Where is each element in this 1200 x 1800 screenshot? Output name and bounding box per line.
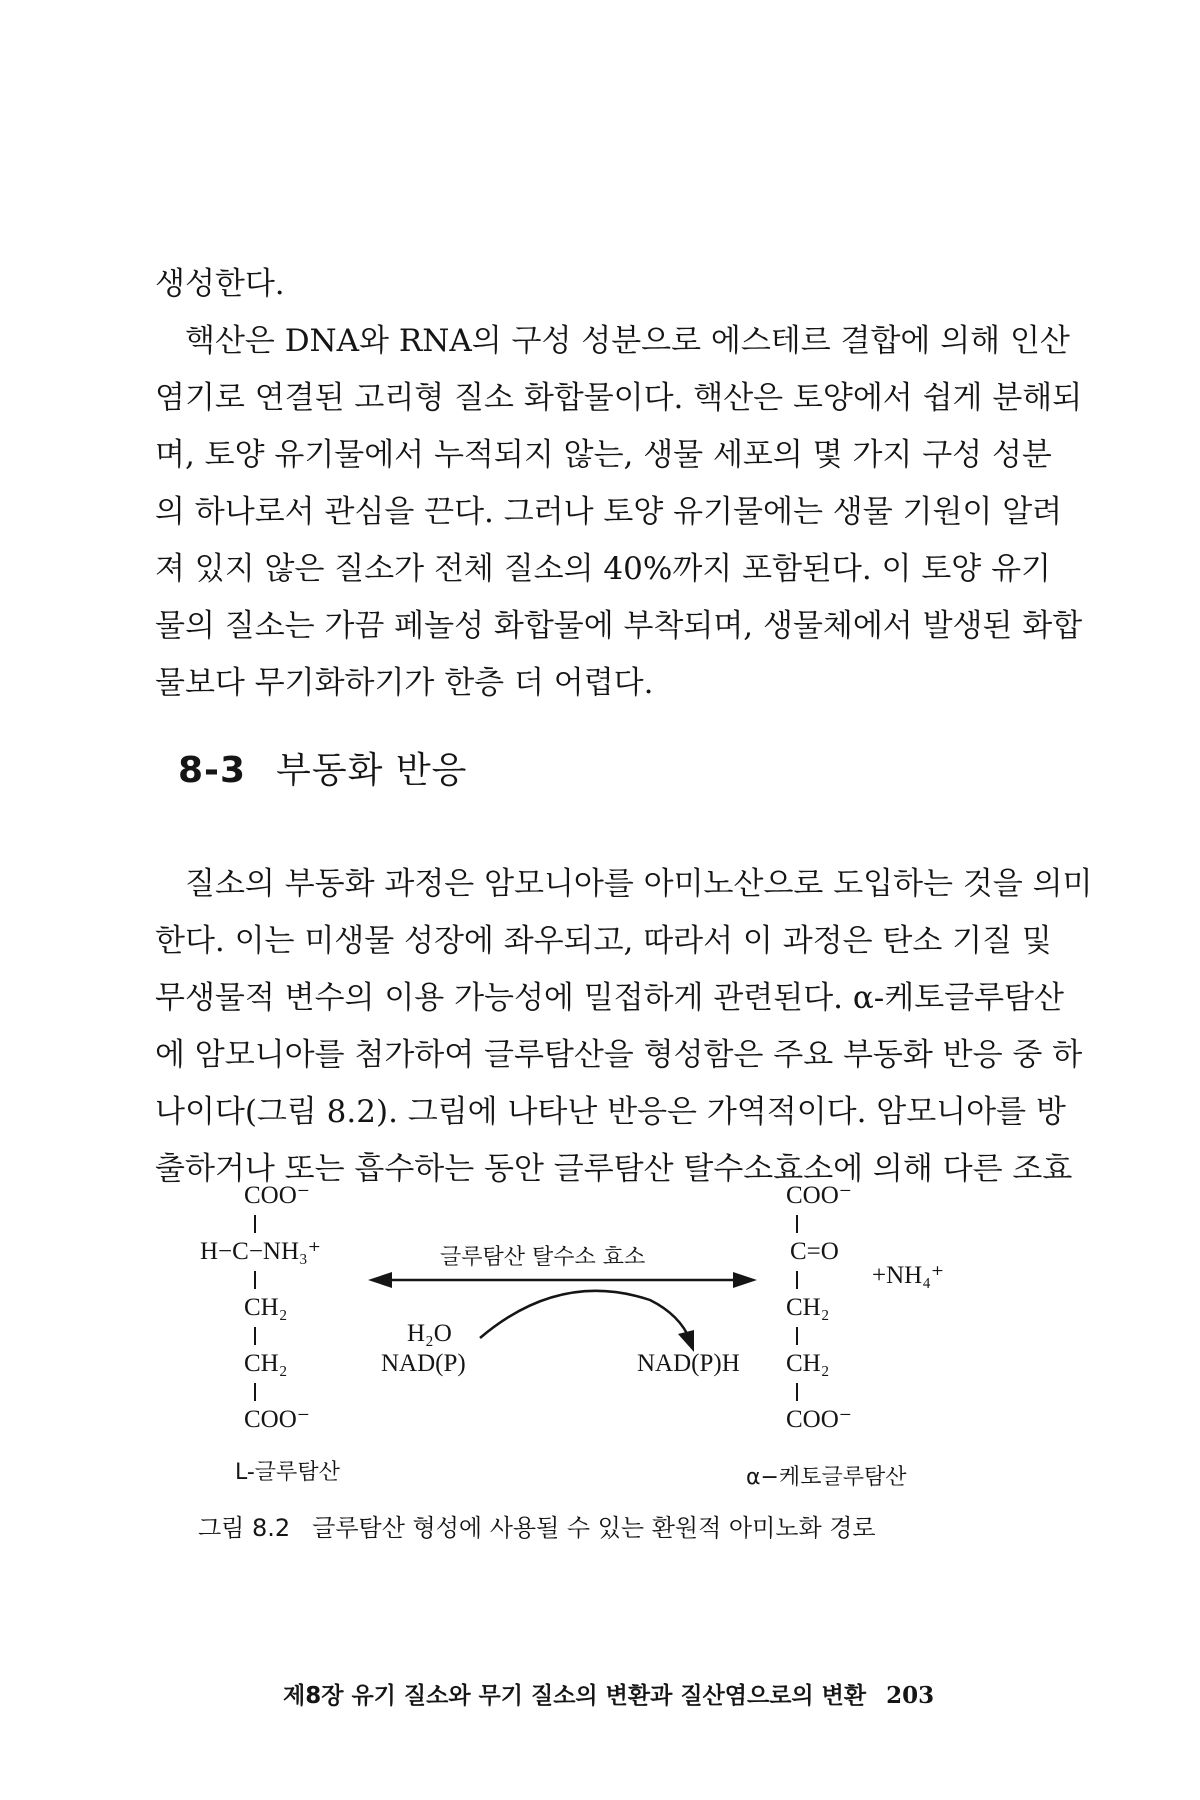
water-label: H₂O bbox=[407, 1320, 452, 1347]
right-bond bbox=[796, 1215, 798, 1233]
paragraph-line: 한다. 이는 미생물 성장에 좌우되고, 따라서 이 과정은 탄소 기질 및 bbox=[155, 923, 1052, 959]
paragraph-line: 생성한다. bbox=[155, 266, 285, 302]
enzyme-label: 글루탐산 탈수소 효소 bbox=[440, 1245, 646, 1270]
figure-caption-text: 글루탐산 형성에 사용될 수 있는 환원적 아미노화 경로 bbox=[312, 1514, 876, 1542]
figure-number: 그림 8.2 bbox=[198, 1514, 291, 1542]
paragraph-line: 출하거나 또는 흡수하는 동안 글루탐산 탈수소효소에 의해 다른 조효 bbox=[155, 1151, 1073, 1187]
arrowhead-right-icon bbox=[733, 1272, 757, 1288]
left-center-group: H−C−NH₃⁺ bbox=[200, 1238, 321, 1265]
curved-arrowhead-icon bbox=[678, 1330, 694, 1352]
paragraph-line: 물보다 무기화하기가 한층 더 어렵다. bbox=[155, 665, 654, 701]
figure-caption bbox=[198, 1508, 876, 1543]
nadp-label: NAD(P) bbox=[381, 1350, 466, 1377]
right-center-group: C=O bbox=[790, 1238, 839, 1265]
nadph-label: NAD(P)H bbox=[637, 1350, 740, 1377]
paragraph-line: 무생물적 변수의 이용 가능성에 밀접하게 관련된다. α-케토글루탐산 bbox=[155, 980, 1064, 1016]
left-ch2-a: CH₂ bbox=[244, 1294, 288, 1321]
paragraph-line: 에 암모니아를 첨가하여 글루탐산을 형성함은 주요 부동화 반응 중 하 bbox=[155, 1037, 1083, 1073]
paragraph-line: 물의 질소는 가끔 페놀성 화합물에 부착되며, 생물체에서 발생된 화합 bbox=[155, 608, 1083, 644]
paragraph-line: 나이다(그림 8.2). 그림에 나타난 반응은 가역적이다. 암모니아를 방 bbox=[155, 1094, 1066, 1130]
right-ch2-a: CH₂ bbox=[786, 1294, 830, 1321]
cofactor-curved-arrow bbox=[480, 1291, 694, 1352]
page-number: 203 bbox=[886, 1682, 935, 1709]
paragraph-line: 며, 토양 유기물에서 누적되지 않는, 생물 세포의 몇 가지 구성 성분 bbox=[155, 437, 1052, 473]
chapter-title: 제8장 유기 질소와 무기 질소의 변환과 질산염으로의 변환 bbox=[283, 1683, 867, 1709]
left-coo-bottom: COO⁻ bbox=[244, 1406, 310, 1433]
left-coo-top: COO⁻ bbox=[244, 1182, 310, 1209]
paragraph-line: 져 있지 않은 질소가 전체 질소의 40%까지 포함된다. 이 토양 유기 bbox=[155, 551, 1051, 587]
section-title: 부동화 반응 bbox=[276, 750, 468, 791]
section-number: 8-3 bbox=[178, 750, 247, 791]
paragraph-line: 질소의 부동화 과정은 암모니아를 아미노산으로 도입하는 것을 의미 bbox=[185, 866, 1093, 902]
left-ch2-b: CH₂ bbox=[244, 1350, 288, 1377]
right-compound-name: α−케토글루탐산 bbox=[746, 1465, 907, 1490]
reversible-arrow bbox=[368, 1272, 757, 1288]
arrowhead-left-icon bbox=[368, 1272, 392, 1288]
right-bond bbox=[796, 1327, 798, 1345]
right-bond bbox=[796, 1271, 798, 1289]
paragraph-line: 핵산은 DNA와 RNA의 구성 성분으로 에스테르 결합에 의해 인산 bbox=[185, 323, 1070, 359]
page-footer bbox=[283, 1677, 934, 1710]
left-compound-name: L-글루탐산 bbox=[235, 1460, 340, 1485]
right-bond bbox=[796, 1383, 798, 1401]
ammonium-label: +NH₄⁺ bbox=[872, 1262, 945, 1289]
right-coo-top: COO⁻ bbox=[786, 1182, 852, 1209]
right-coo-bottom: COO⁻ bbox=[786, 1406, 852, 1433]
paragraph-line: 의 하나로서 관심을 끈다. 그러나 토양 유기물에는 생물 기원이 알려 bbox=[155, 494, 1063, 530]
paragraph-line: 염기로 연결된 고리형 질소 화합물이다. 핵산은 토양에서 쉽게 분해되 bbox=[155, 380, 1083, 416]
right-ch2-b: CH₂ bbox=[786, 1350, 830, 1377]
